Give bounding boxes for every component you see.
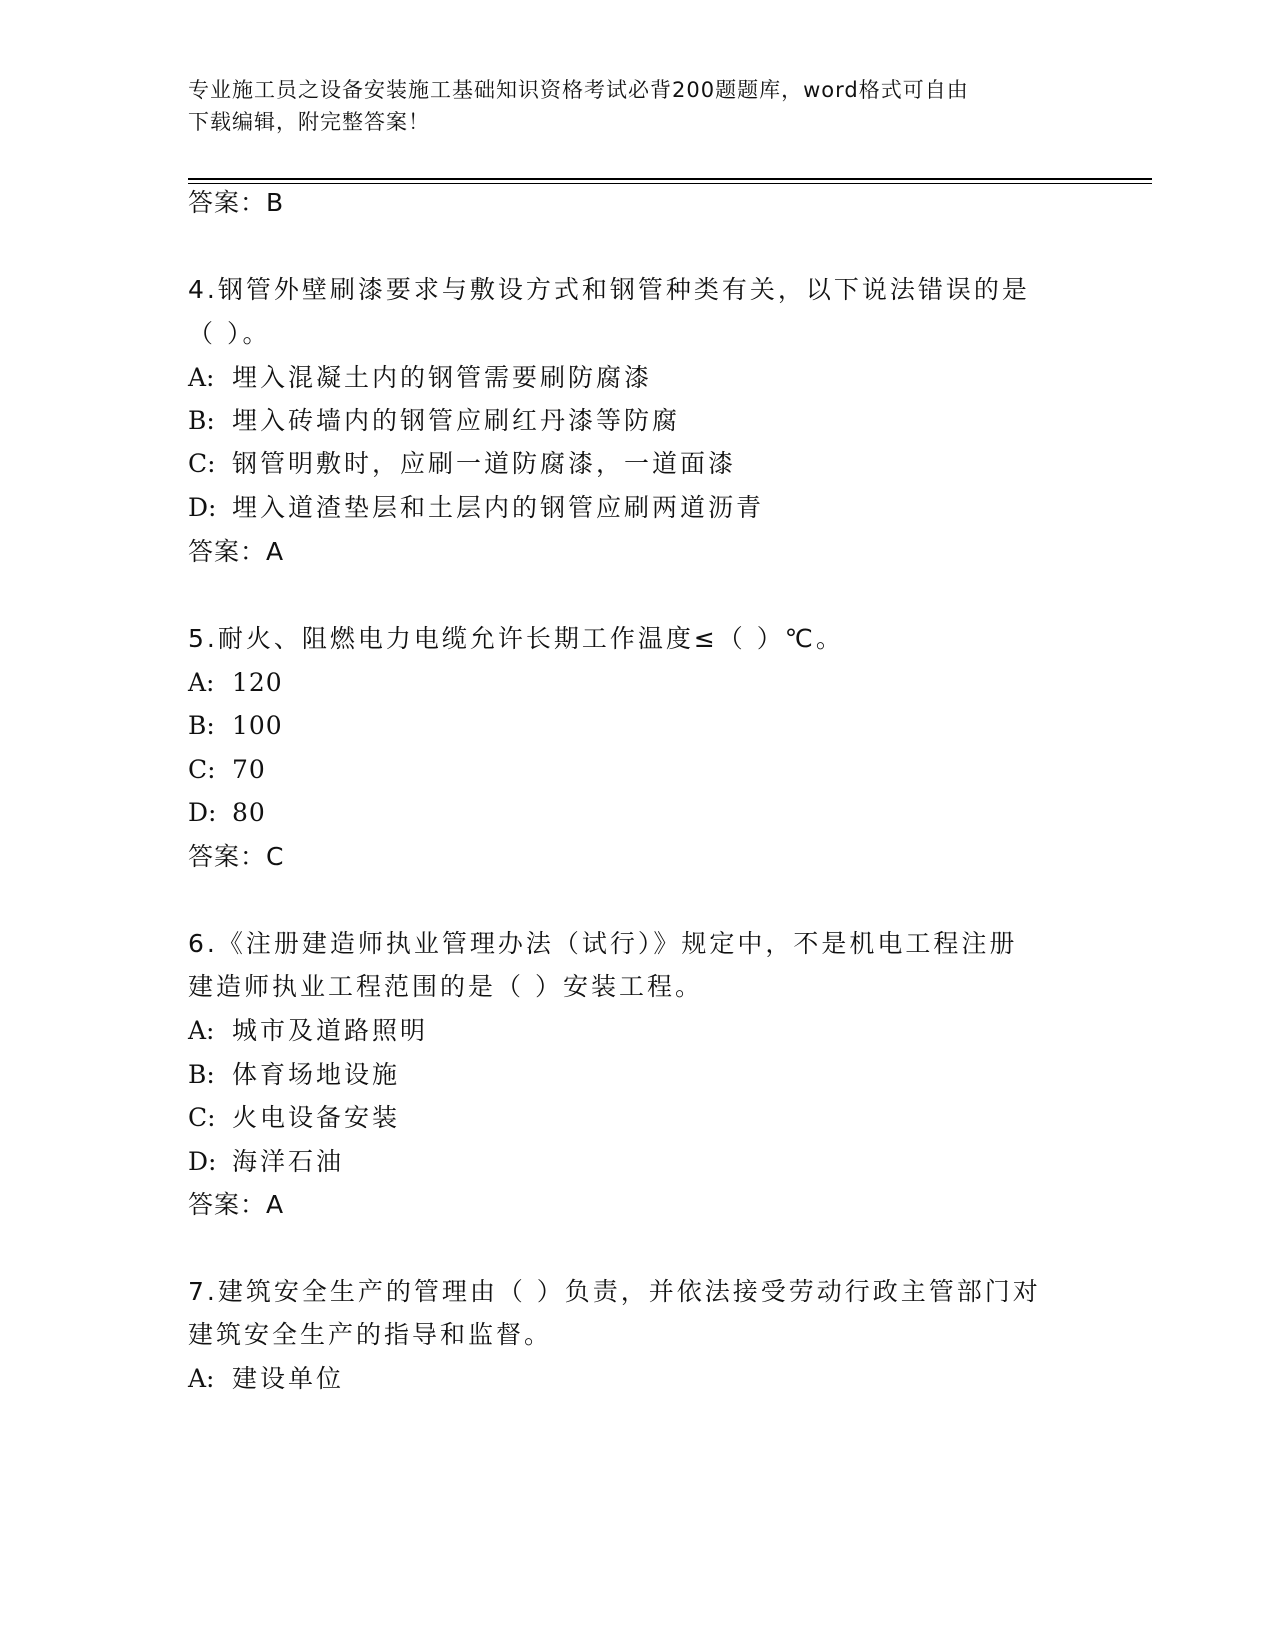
question-4-option-b — [188, 404, 680, 438]
question-5-option-a — [188, 666, 283, 700]
question-6-option-a — [188, 1014, 428, 1048]
question-6-option-c — [188, 1101, 400, 1135]
question-4-answer: 答案：A — [188, 537, 285, 566]
option-key: A: — [188, 363, 215, 392]
option-key: C: — [188, 1103, 216, 1132]
option-key: B: — [188, 1060, 215, 1089]
option-text: 城市及道路照明 — [232, 1016, 429, 1045]
option-key: D: — [188, 1147, 217, 1176]
option-text: 120 — [232, 668, 283, 697]
header-divider-thick — [188, 178, 1152, 180]
option-key: B: — [188, 711, 215, 740]
document-header — [188, 74, 1088, 138]
header-line-2: 下载编辑，附完整答案！ — [188, 110, 430, 134]
question-4-option-c — [188, 447, 736, 481]
question-7-stem-line-2: 建筑安全生产的指导和监督。 — [188, 1320, 553, 1349]
option-text: 体育场地设施 — [232, 1060, 401, 1089]
question-6-answer: 答案：A — [188, 1190, 285, 1219]
question-7-option-a — [188, 1362, 344, 1396]
question-4-stem-line-2: （ ）。 — [188, 319, 271, 348]
option-text: 火电设备安装 — [232, 1103, 401, 1132]
question-6-stem-line-1: 6.《注册建造师执业管理办法（试行）》规定中，不是机电工程注册 — [188, 929, 1018, 958]
option-text: 70 — [232, 755, 266, 784]
question-6-option-b — [188, 1058, 400, 1092]
question-5-option-c — [188, 753, 266, 787]
header-divider-thin — [188, 183, 1152, 184]
question-5-answer: 答案：C — [188, 842, 285, 871]
option-text: 80 — [232, 798, 266, 827]
option-key: C: — [188, 449, 216, 478]
question-4-option-a — [188, 361, 652, 395]
option-text: 埋入砖墙内的钢管应刷红丹漆等防腐 — [232, 406, 681, 435]
option-text: 钢管明敷时，应刷一道防腐漆，一道面漆 — [232, 449, 737, 478]
header-line-1: 专业施工员之设备安装施工基础知识资格考试必背200题题库，word格式可自由 — [188, 78, 969, 102]
question-7-stem-line-1: 7.建筑安全生产的管理由（ ）负责，并依法接受劳动行政主管部门对 — [188, 1277, 1041, 1306]
option-text: 海洋石油 — [232, 1147, 345, 1176]
option-key: A: — [188, 1016, 215, 1045]
option-text: 埋入混凝土内的钢管需要刷防腐漆 — [232, 363, 653, 392]
option-key: D: — [188, 798, 217, 827]
option-key: D: — [188, 493, 217, 522]
question-4-stem-line-1: 4.钢管外壁刷漆要求与敷设方式和钢管种类有关，以下说法错误的是 — [188, 275, 1030, 304]
question-6-option-d — [188, 1145, 344, 1179]
question-5-option-b — [188, 709, 283, 743]
option-text: 100 — [232, 711, 283, 740]
question-5-option-d — [188, 796, 266, 830]
option-key: B: — [188, 406, 215, 435]
question-4-option-d — [188, 491, 764, 525]
question-6-stem-line-2: 建造师执业工程范围的是（ ）安装工程。 — [188, 972, 703, 1001]
previous-answer: 答案：B — [188, 188, 285, 217]
option-key: A: — [188, 668, 215, 697]
option-key: C: — [188, 755, 216, 784]
option-text: 建设单位 — [232, 1364, 345, 1393]
option-text: 埋入道渣垫层和土层内的钢管应刷两道沥青 — [232, 493, 765, 522]
option-key: A: — [188, 1364, 215, 1393]
question-5-stem: 5.耐火、阻燃电力电缆允许长期工作温度≤（ ）℃。 — [188, 624, 844, 653]
